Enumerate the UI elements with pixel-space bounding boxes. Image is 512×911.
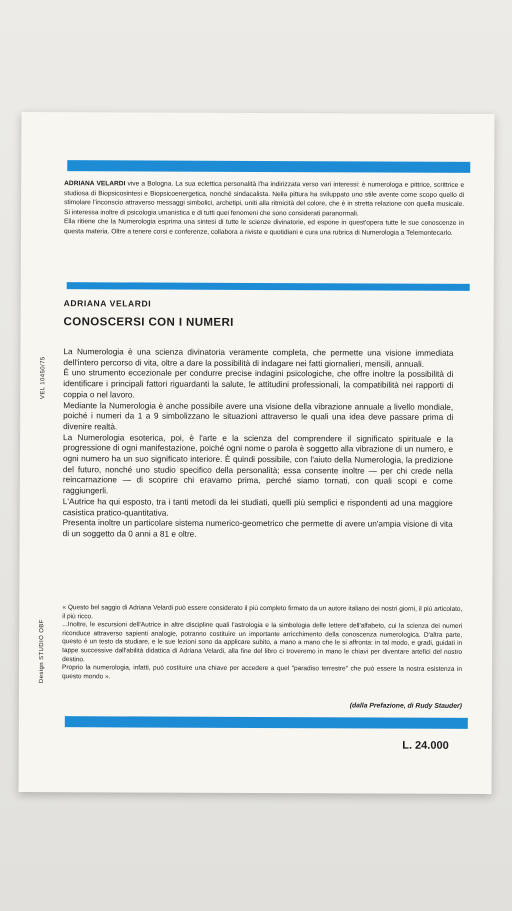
side-catalog-code: VEL 10450/75	[40, 356, 47, 400]
description-paragraph: Presenta inoltre un particolare sistema numerico-geometrico che permette di avere un'ampia visione di vita di un soggetto da 0 anni a 81 e oltre.	[62, 518, 453, 539]
author-bio	[64, 179, 464, 238]
description-paragraph: La Numerologia è una scienza divinatoria veramente completa, che permette una visione immediata dell'intero percorso di vita, oltre a dare la possibilità di indagare nei fatti giornalieri, mensili, annuali.	[63, 347, 454, 369]
bio-paragraph	[64, 179, 464, 219]
quote-credit: (dalla Prefazione, di Rudy Stauder)	[349, 702, 462, 710]
quote-paragraph: « Questo bel saggio di Adriana Velardi può essere considerato il più completo firmato da un autore italiano dei nostri giorni, il più articolato, il più ricco.	[62, 604, 463, 620]
price-label: L. 24.000	[402, 739, 449, 752]
description	[63, 347, 454, 541]
bio-author-name: ADRIANA VELARDI	[64, 180, 126, 188]
blue-stripe-top	[67, 160, 470, 173]
blue-stripe-bottom	[65, 716, 468, 729]
blue-stripe-middle	[67, 282, 470, 291]
description-paragraph: La Numerologia esoterica, poi, è l'arte e la scienza del comprendere il significato spirituale e la progressione di ogni manifestazione, poiché ogni nome o parola è soggetto alla vibrazione di un numero, e ogni numero ha un suo significato interiore. È quindi possibile, con l'aiuto della Numerologia, la predizione del futuro, nonché uno studio specifico della personalità; essa consente inoltre — per chi crede nella reincarnazione — di scoprire chi eravamo prima, perché siamo tornati, con quali scopi e come raggiungerli.	[62, 432, 454, 496]
book-title: CONOSCERSI CON I NUMERI	[63, 316, 234, 329]
book-back-cover	[19, 112, 495, 794]
bio-paragraph-2: Ella ritiene che la Numerologia esprima una sintesi di tutte le scienze divinatorie, ed espone in quest'opera tutte le sue conoscenze in questa materia. Oltre a tenere corsi e conferenze, collabora a riviste e quotidiani e cura una rubrica di Numerologia a Telemontecarlo.	[63, 218, 465, 237]
bio-text: vive a Bologna. La sua eclettica personalità l'ha indirizzata verso vari interessi: è numerologa e pittrice, scrittrice e studiosa di Biopsicosintesi e Biopsicoenergetica, nonché sindacalista. Nella pittura ha sviluppato uno stile avente come scopo quello di stimolare l'inconscio attraverso messaggi simbolici, archetipi, uniti alla ritmicità del colore, che è in stretta relazione con quella musicale. Si interessa inoltre di psicologia umanistica e di tutti quei fenomeni che sono considerati paranormali.	[64, 180, 465, 217]
author-name: ADRIANA VELARDI	[63, 298, 152, 309]
quote-paragraph: Proprio la numerologia, infatti, può costituire una chiave per accedere a quel "paradiso terrestre" che può essere la nostra esistenza in questo mondo ».	[62, 664, 463, 681]
quote-paragraph: ...Inoltre, le escursioni dell'Autrice in altre discipline quali l'astrologia e la simbologia delle lettere dell'alfabeto, cui la scienza dei numeri riconduce attraverso sapienti analogie, potranno costituire un importante arricchimento della conoscenza numerologica. D'altra parte, questo è un testo da studiare, e le sue lezioni sono da applicare subito, a mano a mano che le si affronta: in tal modo, e gradi, guidati in tappe successive dall'abilità didattica di Adriana Velardi, alla fine del libro ci troveremo in mano le chiavi per diventare artefici del nostro destino.	[62, 621, 463, 663]
preface-quote	[62, 604, 462, 683]
side-design-credit: Design STUDIO OBF	[38, 619, 46, 684]
description-paragraph: L'Autrice ha qui esposto, tra i tanti metodi da lei studiati, quelli più semplici e rispondenti ad una maggiore casistica pratico-quantitativa.	[62, 496, 453, 518]
description-paragraph: Mediante la Numerologia è anche possibile avere una visione della vibrazione annuale a livello mondiale, poiché i numeri da 1 a 9 simbolizzano le situazioni attraverso le quali una idea deve passare prima di divenire realtà.	[63, 400, 454, 432]
description-paragraph: È uno strumento eccezionale per condurre precise indagini psicologiche, che offre inoltre la possibilità di identificare i principali fattori riguardanti la salute, le attitudini professionali, la compatibilità nei rapporti di coppia o nel lavoro.	[63, 368, 454, 400]
